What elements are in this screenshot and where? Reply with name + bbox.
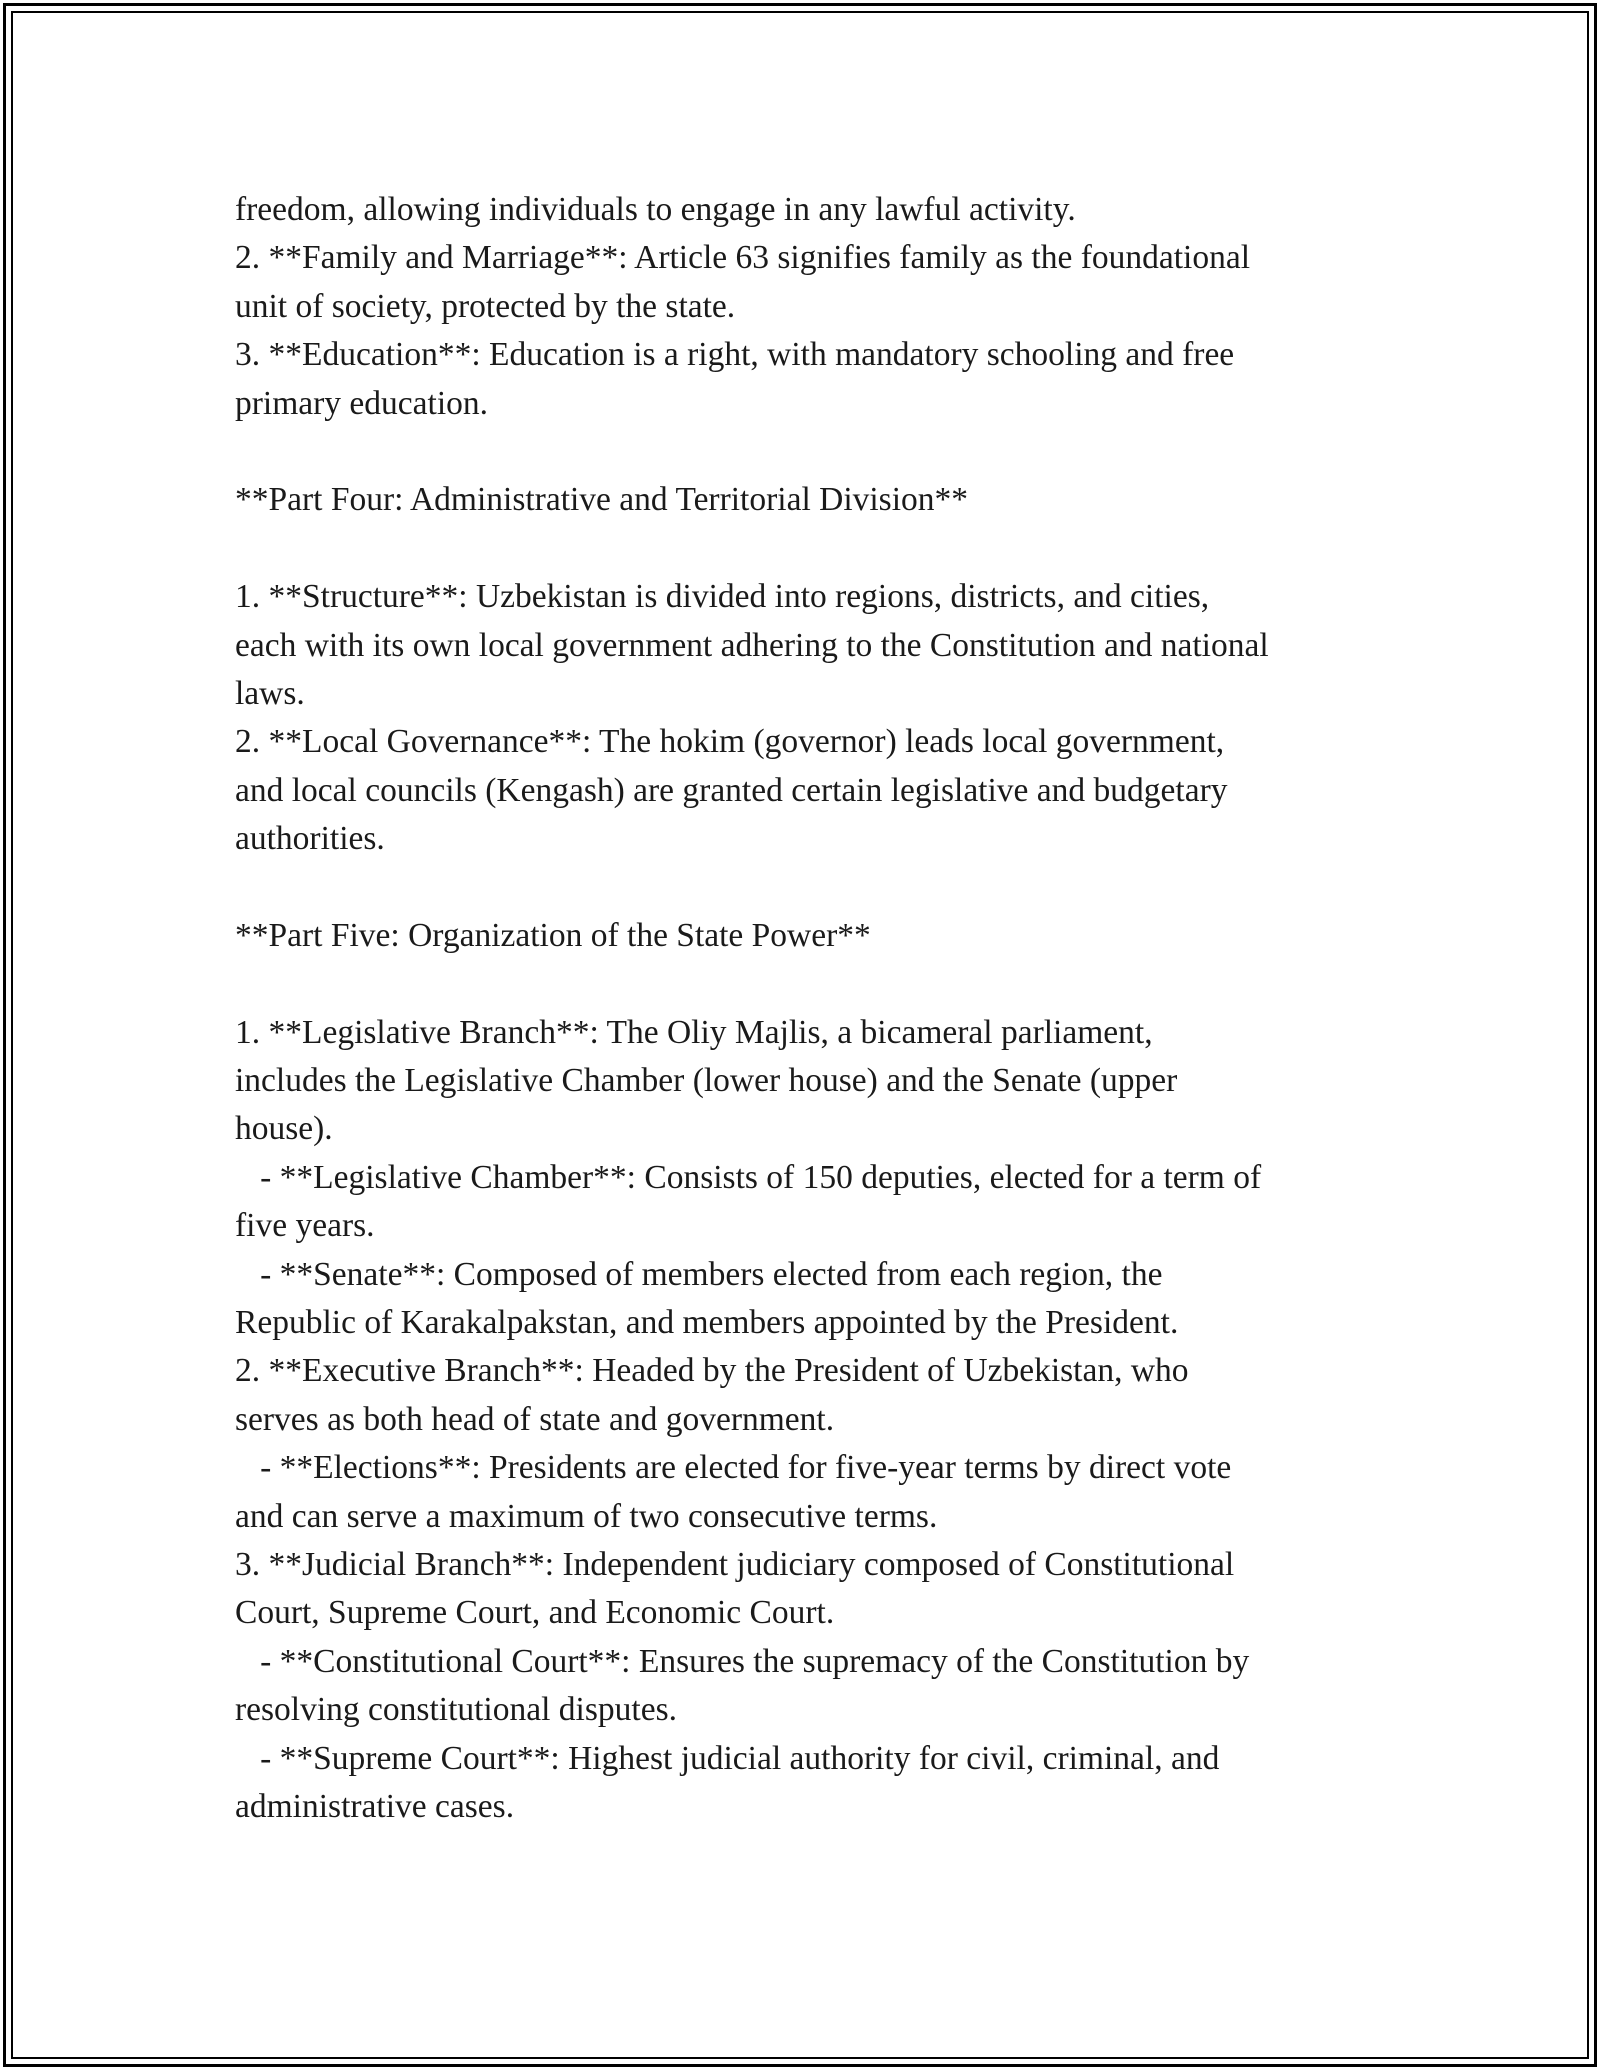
text-line: serves as both head of state and government. — [235, 1400, 835, 1438]
text-line: five years. — [235, 1207, 375, 1245]
text-line: - **Supreme Court**: Highest judicial authority for civil, criminal, and — [235, 1739, 1220, 1777]
text-line: Court, Supreme Court, and Economic Court. — [235, 1594, 835, 1632]
text-line: unit of society, protected by the state. — [235, 287, 736, 325]
text-line: and local councils (Kengash) are granted certain legislative and budgetary — [235, 771, 1228, 809]
text-line: laws. — [235, 674, 305, 712]
text-line: Republic of Karakalpakstan, and members appointed by the President. — [235, 1303, 1179, 1341]
text-line: 3. **Judicial Branch**: Independent judiciary composed of Constitutional — [235, 1545, 1235, 1583]
text-line: house). — [235, 1110, 333, 1148]
text-line: - **Elections**: Presidents are elected for five-year terms by direct vote — [235, 1449, 1232, 1487]
document-body — [235, 186, 1385, 1831]
text-line: 2. **Executive Branch**: Headed by the President of Uzbekistan, who — [235, 1352, 1189, 1390]
text-line: 2. **Family and Marriage**: Article 63 signifies family as the foundational — [235, 239, 1251, 277]
blank-line — [235, 525, 1385, 573]
text-line: primary education. — [235, 384, 489, 422]
section-heading: **Part Four: Administrative and Territorial Division** — [235, 481, 969, 519]
text-line: 2. **Local Governance**: The hokim (governor) leads local government, — [235, 723, 1225, 761]
text-line: - **Legislative Chamber**: Consists of 150 deputies, elected for a term of — [235, 1158, 1262, 1196]
text-line: - **Constitutional Court**: Ensures the supremacy of the Constitution by — [235, 1642, 1250, 1680]
text-line: resolving constitutional disputes. — [235, 1691, 677, 1729]
text-line: authorities. — [235, 820, 385, 858]
text-line: administrative cases. — [235, 1787, 515, 1825]
text-line: includes the Legislative Chamber (lower house) and the Senate (upper — [235, 1062, 1178, 1100]
blank-line — [235, 428, 1385, 476]
blank-line — [235, 863, 1385, 911]
text-line: 1. **Structure**: Uzbekistan is divided into regions, districts, and cities, — [235, 578, 1210, 616]
text-line: 3. **Education**: Education is a right, with mandatory schooling and free — [235, 336, 1235, 374]
text-line: and can serve a maximum of two consecutive terms. — [235, 1497, 938, 1535]
text-line: each with its own local government adhering to the Constitution and national — [235, 626, 1269, 664]
section-heading: **Part Five: Organization of the State Power** — [235, 916, 871, 954]
text-line: freedom, allowing individuals to engage in any lawful activity. — [235, 191, 1076, 228]
text-line: 1. **Legislative Branch**: The Oliy Majlis, a bicameral parliament, — [235, 1013, 1153, 1051]
blank-line — [235, 960, 1385, 1008]
text-line: - **Senate**: Composed of members elected from each region, the — [235, 1255, 1163, 1293]
